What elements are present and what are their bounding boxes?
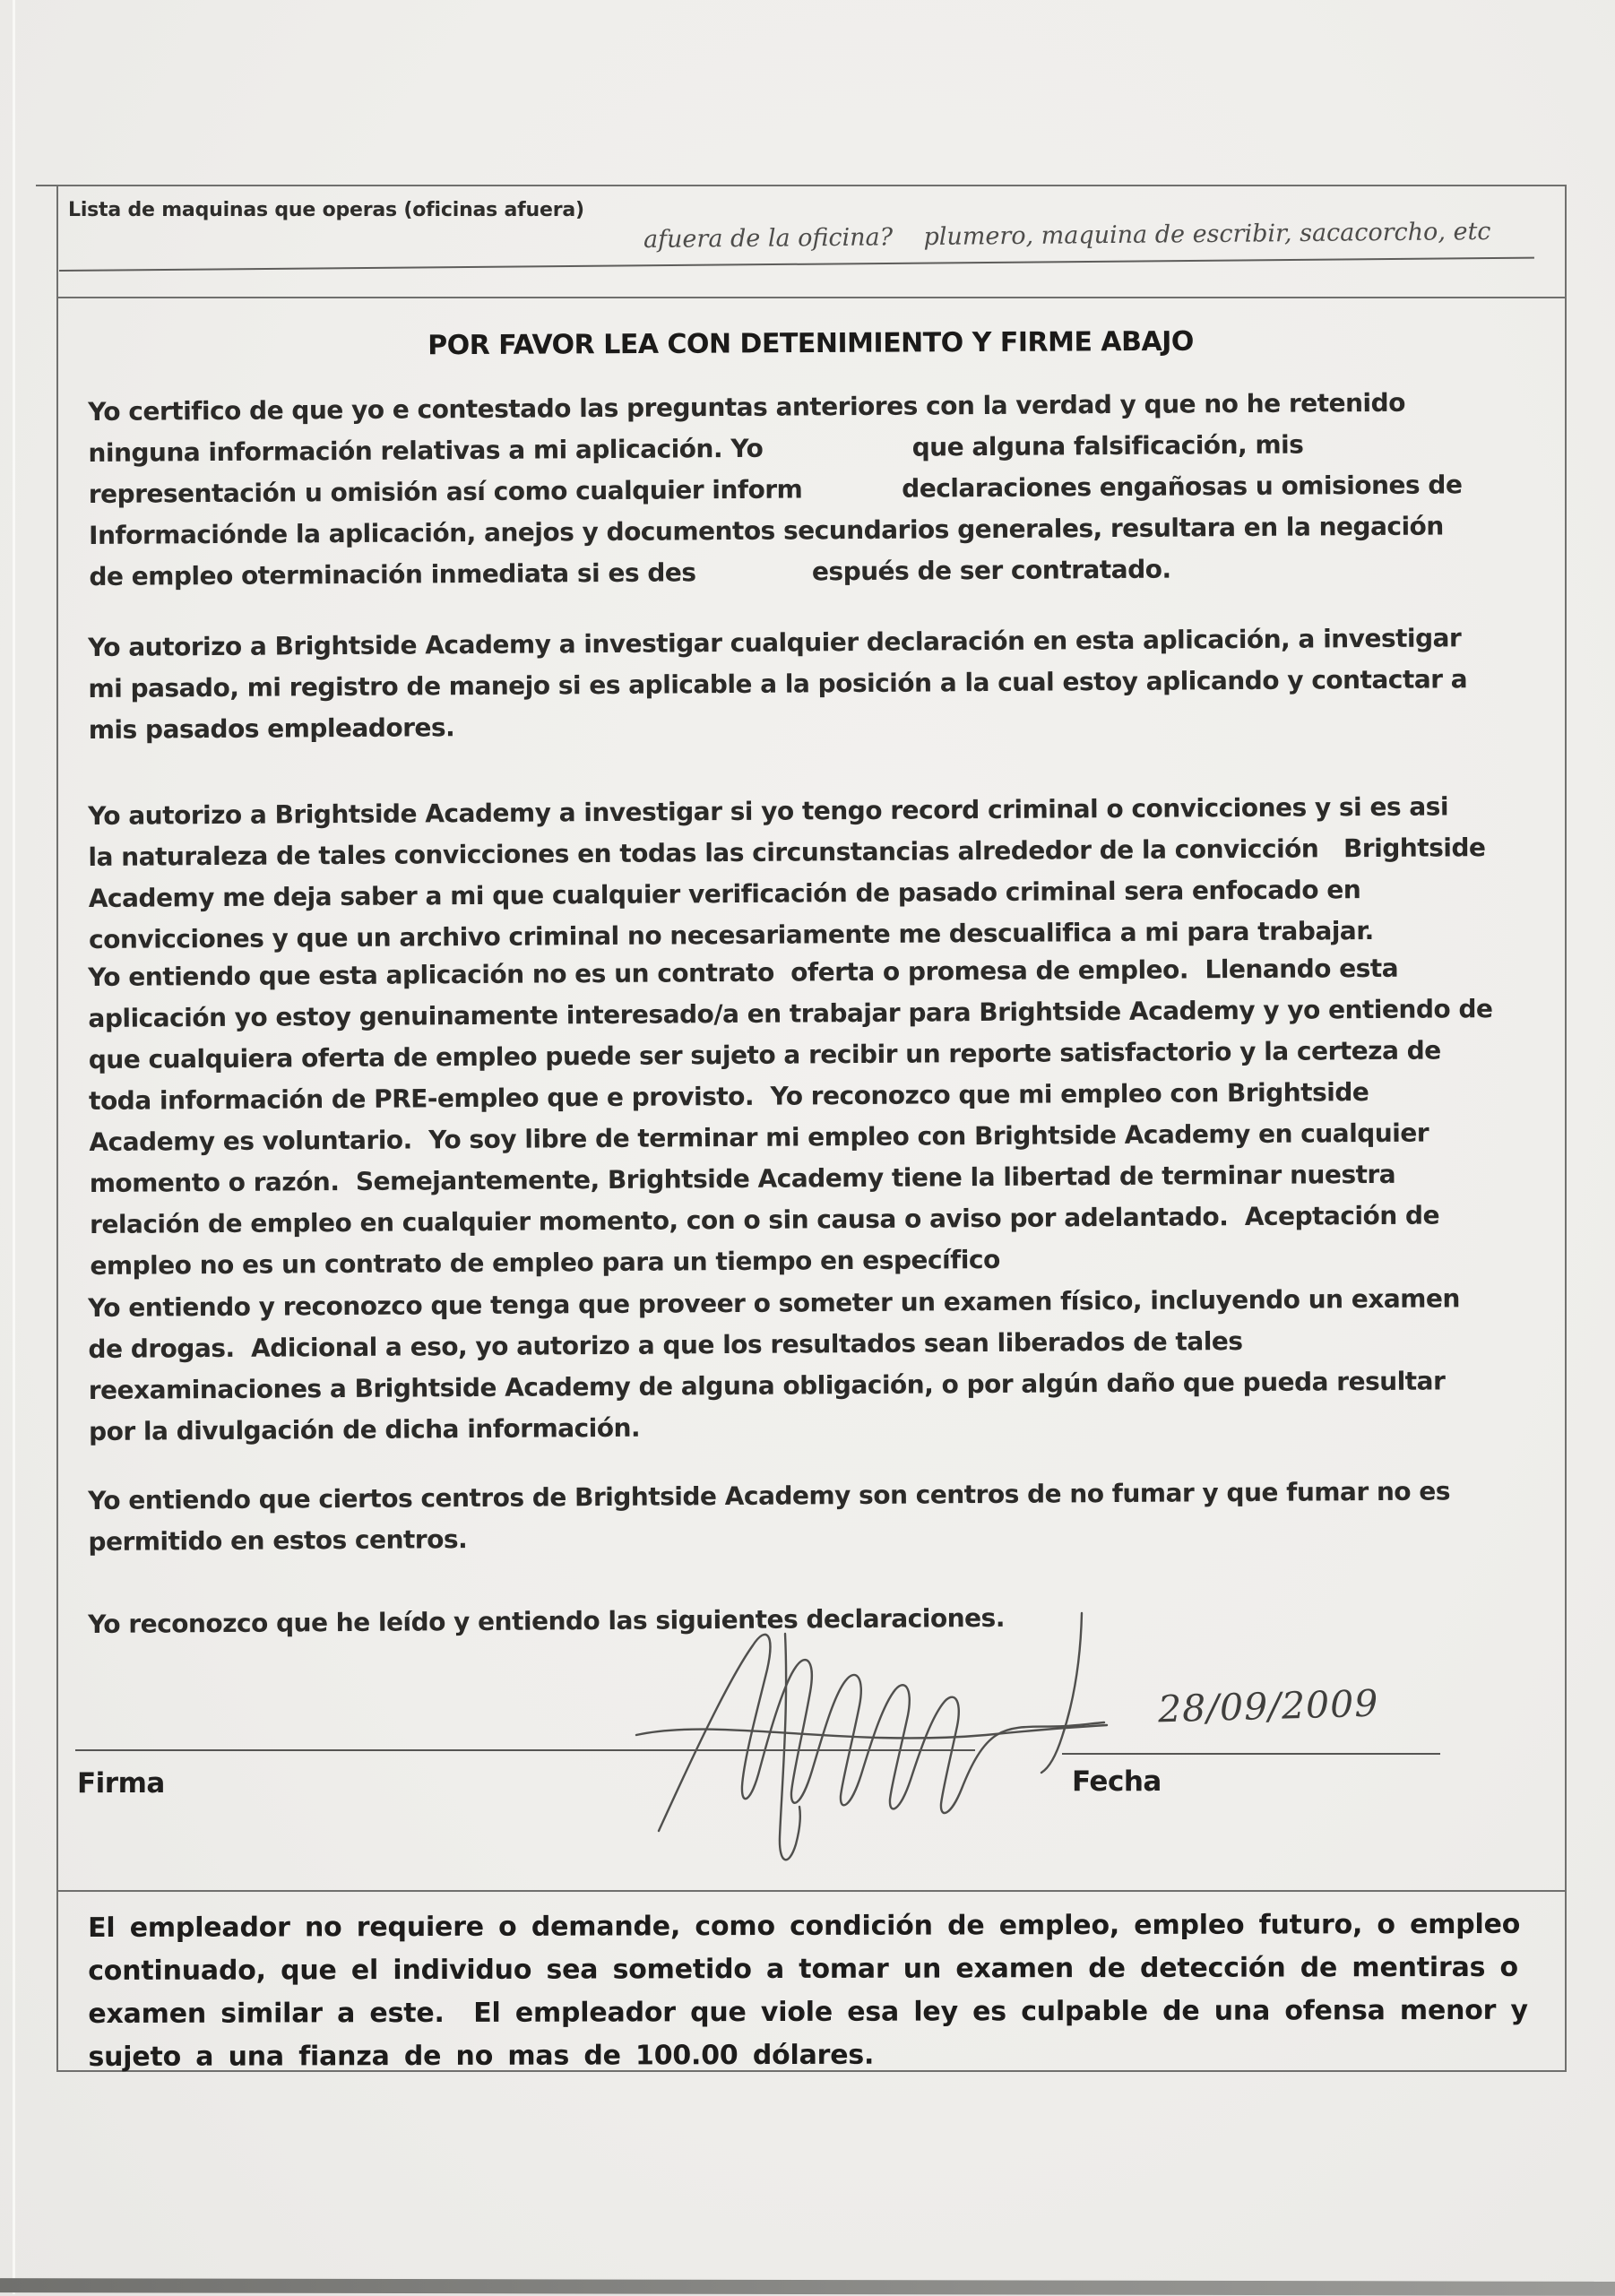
paragraph-line: toda información de PRE-empleo que e provisto. Yo reconozco que mi empleo con Brightside bbox=[89, 1077, 1369, 1116]
legal-notice-line: El empleador no requiere o demande, como condición de empleo, empleo futuro, o empleo bbox=[88, 1908, 1521, 1944]
fecha-line bbox=[1062, 1753, 1440, 1755]
paragraph-line: de drogas. Adicional a eso, yo autorizo a que los resultados sean liberados de tales bbox=[88, 1326, 1243, 1364]
paragraph-line: Yo reconozco que he leído y entiendo las siguientes declaraciones. bbox=[88, 1602, 1006, 1639]
paragraph-line: que cualquiera oferta de empleo puede ser sujeto a recibir un reporte satisfactorio y la certeza de bbox=[88, 1035, 1441, 1075]
paragraph-line: la naturaleza de tales convicciones en todas las circunstancias alrededor de la convicción Brightside bbox=[88, 833, 1486, 872]
signature-scribble bbox=[609, 1602, 1129, 1880]
paragraph-line: mi pasado, mi registro de manejo si es aplicable a la posición a la cual estoy aplicando y contactar a bbox=[88, 664, 1468, 703]
paragraph-authorize-investigation bbox=[88, 617, 1545, 751]
paragraph-line: relación de empleo en cualquier momento, con o sin causa o aviso por adelantado. Aceptación de bbox=[89, 1200, 1440, 1239]
paragraph-line: mis pasados empleadores. bbox=[88, 712, 455, 745]
firma-signature-line bbox=[75, 1749, 975, 1751]
paragraph-line: Yo autorizo a Brightside Academy a investigar si yo tengo record criminal o convicciones y si es asi bbox=[88, 791, 1449, 831]
machines-list-handwritten-answer: afuera de la oficina? plumero, maquina de escribir, sacacorcho, etc bbox=[643, 217, 1491, 254]
fecha-handwritten-value: 28/09/2009 bbox=[1157, 1681, 1379, 1731]
paragraph-line: convicciones y que un archivo criminal no necesariamente me descualifica a mi para trabajar. bbox=[89, 915, 1374, 954]
legal-notice-line: sujeto a una fianza de no mas de 100.00 dólares. bbox=[88, 2039, 875, 2073]
paragraph-at-will-employment bbox=[88, 947, 1547, 1287]
paragraph-line: Academy es voluntario. Yo soy libre de terminar mi empleo con Brightside Academy en cualquier bbox=[89, 1118, 1429, 1157]
paragraph-line: Yo certifico de que yo e contestado las preguntas anteriores con la verdad y que no he retenido bbox=[88, 387, 1405, 427]
paragraph-line: empleo no es un contrato de empleo para un tiempo en específico bbox=[90, 1244, 1000, 1281]
paragraph-physical-exam bbox=[88, 1278, 1545, 1453]
paragraph-line: Informaciónde la aplicación, anejos y documentos secundarios generales, resultara en la negación bbox=[89, 511, 1444, 550]
paragraph-line: de empleo oterminación inmediata si es des espués de ser contratado. bbox=[89, 554, 1171, 591]
paragraph-line: reexaminaciones a Brightside Academy de alguna obligación, o por algún daño que pueda resultar bbox=[88, 1366, 1446, 1405]
paragraph-line: Yo entiendo y reconozco que tenga que proveer o someter un examen físico, incluyendo un examen bbox=[88, 1283, 1460, 1323]
fecha-label: Fecha bbox=[1072, 1765, 1162, 1798]
machines-list-label: Lista de maquinas que operas (oficinas afuera) bbox=[68, 199, 584, 221]
paragraph-no-smoking bbox=[88, 1471, 1545, 1563]
legal-notice-line: examen similar a este. El empleador que viole esa ley es culpable de una ofensa menor y bbox=[88, 1994, 1528, 2030]
paragraph-line: momento o razón. Semejantemente, Brightside Academy tiene la libertad de terminar nuestra bbox=[89, 1159, 1396, 1198]
scan-bottom-shadow bbox=[0, 2278, 1615, 2296]
paragraph-line: permitido en estos centros. bbox=[88, 1524, 468, 1557]
paragraph-line: Academy me deja saber a mi que cualquier verificación de pasado criminal sera enfocado en bbox=[88, 875, 1361, 913]
page-title: POR FAVOR LEA CON DETENIMIENTO Y FIRME ABAJO bbox=[428, 325, 1194, 362]
paragraph-criminal-record bbox=[88, 786, 1545, 961]
paragraph-line: Yo autorizo a Brightside Academy a investigar cualquier declaración en esta aplicación, a investigar bbox=[88, 623, 1462, 662]
paragraph-line: por la divulgación de dicha información. bbox=[89, 1412, 641, 1446]
paragraph-line: Yo entiendo que esta aplicación no es un contrato oferta o promesa de empleo. Llenando esta bbox=[88, 953, 1399, 992]
paragraph-line: ninguna información relativas a mi aplicación. Yo que alguna falsificación, mis bbox=[88, 429, 1304, 468]
paper-edge-crease bbox=[13, 0, 15, 2294]
paragraph-line: Yo entiendo que ciertos centros de Brightside Academy son centros de no fumar y que fumar no es bbox=[88, 1476, 1451, 1515]
legal-notice-text bbox=[88, 1903, 1540, 2079]
legal-notice-line: continuado, que el individuo sea sometido a tomar un examen de detección de mentiras o bbox=[88, 1951, 1518, 1987]
paragraph-line: representación u omisión así como cualquier inform declaraciones engañosas u omisiones de bbox=[88, 470, 1463, 509]
paragraph-certification bbox=[88, 382, 1546, 598]
paragraph-line: aplicación yo estoy genuinamente interesado/a en trabajar para Brightside Academy y yo entiendo de bbox=[88, 994, 1493, 1033]
firma-label: Firma bbox=[77, 1767, 165, 1800]
